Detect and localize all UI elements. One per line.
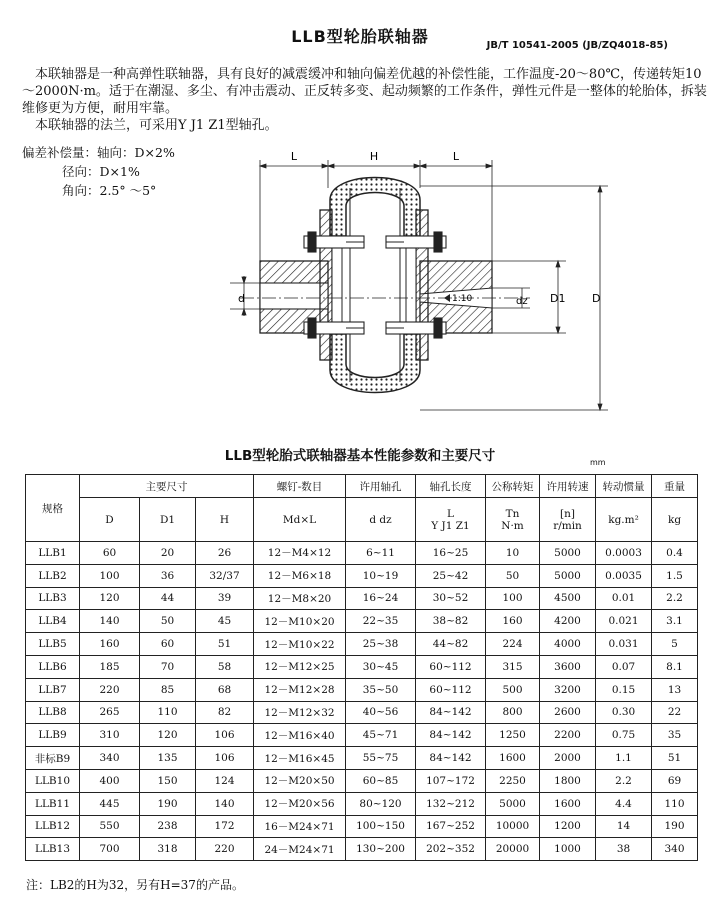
intro-paragraph-2: 本联轴器的法兰，可采用Y J1 Z1型轴孔。 (35, 118, 278, 133)
table-cell: 445 (80, 792, 140, 815)
table-cell: 22~35 (346, 610, 416, 633)
table-cell: 20 (140, 542, 196, 565)
table-cell: 12－M8×20 (254, 587, 346, 610)
table-cell: 2.2 (596, 769, 652, 792)
compensation-angular: 角向：2.5° ～5° (62, 183, 157, 198)
table-cell: 140 (80, 610, 140, 633)
table-cell: 44 (140, 587, 196, 610)
table-cell: 220 (196, 838, 254, 861)
table-cell: 12－M16×40 (254, 724, 346, 747)
table-cell: 12－M10×20 (254, 610, 346, 633)
table-cell: 700 (80, 838, 140, 861)
footnote: 注：LB2的H为32，另有H=37的产品。 (26, 878, 244, 892)
table-cell: 130~200 (346, 838, 416, 861)
table-cell: 190 (652, 815, 698, 838)
compensation-axial-value: 轴向：D×2% (97, 145, 175, 160)
table-cell: 39 (196, 587, 254, 610)
header-D: D (80, 498, 140, 542)
table-cell: 6~11 (346, 542, 416, 565)
table-cell: 106 (196, 747, 254, 770)
header-bolts-sub: Md×L (254, 498, 346, 542)
table-cell: 2600 (540, 701, 596, 724)
table-cell: 20000 (486, 838, 540, 861)
header-torque-tn: Tn (505, 507, 520, 520)
table-cell: 107~172 (416, 769, 486, 792)
header-hub-length-sub (416, 498, 486, 542)
table-row (26, 701, 698, 724)
table-cell: 45~71 (346, 724, 416, 747)
table-cell: 60~112 (416, 655, 486, 678)
table-cell: LLB10 (26, 769, 80, 792)
table-cell: 310 (80, 724, 140, 747)
table-cell: 12－M12×32 (254, 701, 346, 724)
table-cell: 3600 (540, 655, 596, 678)
table-cell: 1600 (486, 747, 540, 770)
table-cell: 4.4 (596, 792, 652, 815)
table-cell: 12－M12×28 (254, 678, 346, 701)
table-cell: 14 (596, 815, 652, 838)
table-cell: LLB11 (26, 792, 80, 815)
left-hub (260, 210, 342, 360)
table-cell: 40~56 (346, 701, 416, 724)
table-cell: 55~75 (346, 747, 416, 770)
table-cell: 70 (140, 655, 196, 678)
header-main-dims: 主要尺寸 (80, 475, 254, 498)
table-cell: 100 (80, 564, 140, 587)
table-cell: 132~212 (416, 792, 486, 815)
dim-label-L-right: L (452, 150, 460, 163)
table-cell: 4000 (540, 633, 596, 656)
table-cell: 220 (80, 678, 140, 701)
table-cell: LLB9 (26, 724, 80, 747)
table-cell: 5000 (540, 542, 596, 565)
table-cell: 51 (196, 633, 254, 656)
table-cell: 265 (80, 701, 140, 724)
table-cell: 0.15 (596, 678, 652, 701)
table-cell: 12－M16×45 (254, 747, 346, 770)
table-cell: 38~82 (416, 610, 486, 633)
table-cell: 100~150 (346, 815, 416, 838)
table-cell: 60~112 (416, 678, 486, 701)
table-cell: 12－M20×56 (254, 792, 346, 815)
table-cell: 110 (652, 792, 698, 815)
dimension-top (260, 160, 492, 263)
table-cell: 318 (140, 838, 196, 861)
table-cell: 10 (486, 542, 540, 565)
table-cell: 5000 (486, 792, 540, 815)
table-cell: 32/37 (196, 564, 254, 587)
table-cell: 84~142 (416, 701, 486, 724)
table-cell: 120 (80, 587, 140, 610)
table-cell: 30~45 (346, 655, 416, 678)
table-cell: 400 (80, 769, 140, 792)
table-cell: 69 (652, 769, 698, 792)
table-cell: 50 (140, 610, 196, 633)
spec-table-head (26, 475, 698, 542)
table-cell: 25~42 (416, 564, 486, 587)
header-weight-unit: kg (652, 498, 698, 542)
table-cell: 110 (140, 701, 196, 724)
table-unit: mm (590, 458, 606, 467)
table-cell: 4200 (540, 610, 596, 633)
header-D1: D1 (140, 498, 196, 542)
table-row (26, 633, 698, 656)
header-inertia: 转动惯量 (596, 475, 652, 498)
intro-paragraph-1: 本联轴器是一种高弹性联轴器，具有良好的减震缓冲和轴向偏差优越的补偿性能，工作温度-20～80℃，传递转矩10～2000N·m。适于在潮湿、多尘、有冲击震动、正反转多变、起动频繁的工作条件，弹性元件是一整体的轮胎体，拆装维修更为方便，耐用牢靠。 (22, 67, 707, 116)
table-cell: 124 (196, 769, 254, 792)
table-cell: 3.1 (652, 610, 698, 633)
table-cell: 36 (140, 564, 196, 587)
table-cell: 1600 (540, 792, 596, 815)
table-cell: 202~352 (416, 838, 486, 861)
table-cell: 50 (486, 564, 540, 587)
header-speed: 许用转速 (540, 475, 596, 498)
table-cell: 44~82 (416, 633, 486, 656)
table-cell: 35~50 (346, 678, 416, 701)
table-cell: LLB7 (26, 678, 80, 701)
header-spec: 规格 (26, 475, 80, 542)
table-cell: 10~19 (346, 564, 416, 587)
table-cell: 38 (596, 838, 652, 861)
table-cell: 550 (80, 815, 140, 838)
table-row (26, 769, 698, 792)
table-cell: 85 (140, 678, 196, 701)
table-cell: LLB5 (26, 633, 80, 656)
table-cell: 340 (80, 747, 140, 770)
compensation-radial: 径向：D×1% (62, 164, 140, 179)
compensation-axial (22, 143, 175, 161)
table-cell: 120 (140, 724, 196, 747)
table-cell: 167~252 (416, 815, 486, 838)
table-row (26, 542, 698, 565)
table-cell: 100 (486, 587, 540, 610)
table-cell: 0.75 (596, 724, 652, 747)
table-cell: 12－M4×12 (254, 542, 346, 565)
table-cell: 2250 (486, 769, 540, 792)
table-cell: 4500 (540, 587, 596, 610)
table-cell: 60 (80, 542, 140, 565)
spec-table (25, 474, 698, 861)
page-title: LLB型轮胎联轴器 (291, 27, 429, 46)
table-cell: 26 (196, 542, 254, 565)
header-torque-unit: N·m (501, 519, 524, 532)
table-cell: 84~142 (416, 724, 486, 747)
table-cell: 5 (652, 633, 698, 656)
table-cell: 135 (140, 747, 196, 770)
table-cell: 106 (196, 724, 254, 747)
header-torque: 公称转矩 (486, 475, 540, 498)
table-cell: 60 (140, 633, 196, 656)
table-cell: 68 (196, 678, 254, 701)
table-cell: 8.1 (652, 655, 698, 678)
table-cell: 160 (486, 610, 540, 633)
table-cell: 1.5 (652, 564, 698, 587)
header-speed-unit: r/min (553, 519, 582, 532)
table-cell: 13 (652, 678, 698, 701)
table-row (26, 564, 698, 587)
table-cell: LLB12 (26, 815, 80, 838)
table-row (26, 724, 698, 747)
table-cell: 12－M20×50 (254, 769, 346, 792)
header-inertia-unit: kg.m² (596, 498, 652, 542)
table-cell: 12－M12×25 (254, 655, 346, 678)
table-cell: 12－M6×18 (254, 564, 346, 587)
dim-label-taper: 1:10 (452, 294, 473, 304)
table-cell: 315 (486, 655, 540, 678)
table-cell: 24－M24×71 (254, 838, 346, 861)
right-hub (406, 210, 492, 360)
table-row (26, 678, 698, 701)
table-cell: 35 (652, 724, 698, 747)
table-cell: LLB3 (26, 587, 80, 610)
table-cell: 2.2 (652, 587, 698, 610)
table-cell: 800 (486, 701, 540, 724)
table-row (26, 838, 698, 861)
header-speed-n: [n] (560, 507, 575, 520)
table-cell: 0.30 (596, 701, 652, 724)
table-cell: 0.021 (596, 610, 652, 633)
table-cell: 2000 (540, 747, 596, 770)
table-cell: 58 (196, 655, 254, 678)
table-cell: 500 (486, 678, 540, 701)
table-cell: 25~38 (346, 633, 416, 656)
table-cell: 224 (486, 633, 540, 656)
table-cell: LLB13 (26, 838, 80, 861)
table-cell: 51 (652, 747, 698, 770)
table-cell: 185 (80, 655, 140, 678)
table-cell: 0.0035 (596, 564, 652, 587)
header-bore-sub: d dz (346, 498, 416, 542)
table-cell: 2200 (540, 724, 596, 747)
table-cell: 16~25 (416, 542, 486, 565)
table-cell: 60~85 (346, 769, 416, 792)
dimension-left-d (230, 276, 260, 316)
header-speed-sub (540, 498, 596, 542)
standard-code: JB/T 10541-2005 (JB/ZQ4018-85) (486, 40, 668, 51)
table-cell: 12－M10×22 (254, 633, 346, 656)
table-cell: 5000 (540, 564, 596, 587)
table-title: LLB型轮胎式联轴器基本性能参数和主要尺寸 (224, 448, 496, 464)
header-hub-length-L: L (447, 507, 454, 520)
table-row (26, 815, 698, 838)
header-hub-length-types: Y J1 Z1 (431, 519, 470, 532)
header-bore: 许用轴孔 (346, 475, 416, 498)
table-cell: 1000 (540, 838, 596, 861)
header-bolts: 螺钉-数目 (254, 475, 346, 498)
spec-table-body (26, 542, 698, 861)
table-cell: 0.0003 (596, 542, 652, 565)
table-cell: 45 (196, 610, 254, 633)
table-cell: 150 (140, 769, 196, 792)
table-cell: 1250 (486, 724, 540, 747)
table-cell: 30~52 (416, 587, 486, 610)
table-cell: 0.07 (596, 655, 652, 678)
table-cell: 3200 (540, 678, 596, 701)
header-weight: 重量 (652, 475, 698, 498)
table-cell: 238 (140, 815, 196, 838)
dim-label-dz: dz (516, 296, 528, 307)
table-cell: 190 (140, 792, 196, 815)
table-cell: 140 (196, 792, 254, 815)
dim-label-d: d (238, 292, 245, 305)
table-cell: 340 (652, 838, 698, 861)
table-cell: 1800 (540, 769, 596, 792)
table-cell: LLB2 (26, 564, 80, 587)
table-row (26, 587, 698, 610)
table-cell: LLB8 (26, 701, 80, 724)
header-H: H (196, 498, 254, 542)
table-cell: 82 (196, 701, 254, 724)
table-cell: 10000 (486, 815, 540, 838)
table-cell: 172 (196, 815, 254, 838)
table-cell: 22 (652, 701, 698, 724)
table-cell: 0.4 (652, 542, 698, 565)
table-cell: 16~24 (346, 587, 416, 610)
table-cell: 非标B9 (26, 747, 80, 770)
table-cell: 80~120 (346, 792, 416, 815)
coupling-section-diagram (230, 148, 620, 436)
dim-label-D: D (592, 292, 601, 305)
table-row (26, 792, 698, 815)
dim-label-L-left: L (290, 150, 298, 163)
table-row (26, 610, 698, 633)
dim-label-H: H (369, 150, 379, 163)
table-cell: 84~142 (416, 747, 486, 770)
table-cell: 1200 (540, 815, 596, 838)
table-cell: LLB6 (26, 655, 80, 678)
table-cell: LLB1 (26, 542, 80, 565)
intro-text (22, 66, 712, 134)
table-cell: 160 (80, 633, 140, 656)
table-cell: 16－M24×71 (254, 815, 346, 838)
header-hub-length: 轴孔长度 (416, 475, 486, 498)
table-row (26, 655, 698, 678)
compensation-label: 偏差补偿量： (22, 145, 98, 160)
table-cell: 0.01 (596, 587, 652, 610)
table-row (26, 747, 698, 770)
dim-label-D1: D1 (550, 292, 566, 305)
table-cell: LLB4 (26, 610, 80, 633)
table-cell: 1.1 (596, 747, 652, 770)
header-torque-sub (486, 498, 540, 542)
table-cell: 0.031 (596, 633, 652, 656)
